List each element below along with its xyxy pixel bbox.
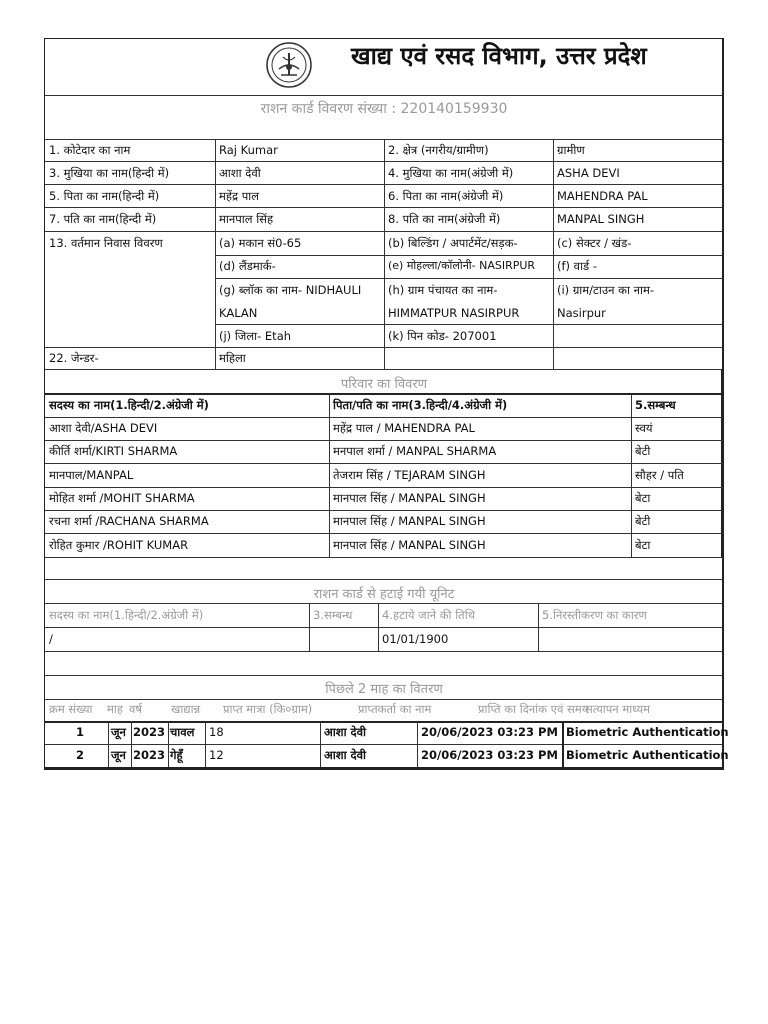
dist-recipient: आशा देवी — [324, 725, 367, 739]
husband-name-hi-label: 7. पति का नाम(हिन्दी में) — [49, 212, 157, 226]
address-ward: (f) वार्ड - — [557, 259, 598, 273]
address-block: (g) ब्लॉक का नाम- NIDHAULI — [219, 283, 362, 297]
parent-name: मनपाल शर्मा / MANPAL SHARMA — [333, 444, 497, 458]
dist-grain: चावल — [170, 725, 195, 739]
relation: बेटा — [635, 491, 651, 505]
family-col-relation: 5.सम्बन्ध — [635, 398, 676, 412]
relation: बेटी — [635, 444, 651, 458]
dist-month: जून — [111, 725, 126, 739]
dist-qty: 18 — [209, 725, 224, 739]
member-name: मोहित शर्मा /MOHIT SHARMA — [49, 491, 195, 505]
member-name: कीर्ति शर्मा/KIRTI SHARMA — [49, 444, 178, 458]
address-district: (j) जिला- Etah — [219, 329, 292, 343]
father-name-hi-value: महेंद्र पाल — [219, 189, 260, 203]
removed-col-member: सदस्य का नाम(1.हिन्दी/2.अंग्रेजी में) — [49, 608, 204, 622]
member-name: आशा देवी/ASHA DEVI — [49, 421, 158, 435]
address-panchayat: (h) ग्राम पंचायत का नाम- — [388, 283, 498, 297]
address-block-cont: KALAN — [219, 306, 258, 320]
husband-name-en-label: 8. पति का नाम(अंग्रेजी में) — [388, 212, 501, 226]
gender-value: महिला — [219, 351, 246, 365]
fps-owner-label: 1. कोटेदार का नाम — [49, 143, 131, 157]
distribution-section-title: पिछले 2 माह का वितरण — [325, 682, 443, 697]
card-number: राशन कार्ड विवरण संख्या : 220140159930 — [260, 101, 508, 117]
dist-year: 2023 — [133, 725, 166, 739]
dist-grain: गेहूँ — [170, 748, 183, 762]
father-name-en-value: MAHENDRA PAL — [557, 189, 648, 203]
up-emblem-icon — [265, 41, 313, 89]
head-name-hi-label: 3. मुखिया का नाम(हिन्दी में) — [49, 166, 170, 180]
relation: बेटी — [635, 514, 651, 528]
dist-datetime: 20/06/2023 03:23 PM — [421, 748, 558, 762]
relation: स्वयं — [635, 421, 653, 435]
removed-col-date: 4.हटाये जाने की तिथि — [382, 608, 476, 622]
member-name: रोहित कुमार /ROHIT KUMAR — [49, 538, 189, 552]
address-village-cont: Nasirpur — [557, 306, 606, 320]
removed-section-title: राशन कार्ड से हटाई गयी यूनिट — [313, 587, 455, 602]
member-name: रचना शर्मा /RACHANA SHARMA — [49, 514, 209, 528]
dist-recipient: आशा देवी — [324, 748, 367, 762]
removed-col-relation: 3.सम्बन्ध — [313, 608, 353, 622]
head-name-hi-value: आशा देवी — [219, 166, 261, 180]
dist-datetime: 20/06/2023 03:23 PM — [421, 725, 558, 739]
address-building: (b) बिल्डिंग / अपार्टमेंट/सड़क- — [388, 236, 518, 250]
dist-col-year: वर्ष — [129, 702, 143, 716]
dist-serial: 1 — [75, 725, 84, 739]
dist-col-qty: प्राप्त मात्रा (कि०ग्राम) — [223, 702, 313, 716]
family-section-title: परिवार का विवरण — [340, 377, 428, 392]
dist-col-grain: खाद्यान्न — [171, 702, 201, 716]
dist-serial: 2 — [75, 748, 84, 762]
dist-col-recipient: प्राप्तकर्ता का नाम — [358, 702, 432, 716]
husband-name-hi-value: मानपाल सिंह — [219, 212, 274, 226]
father-name-en-label: 6. पिता का नाम(अंग्रेजी में) — [388, 189, 504, 203]
dist-col-serial: क्रम संख्या — [49, 702, 93, 716]
relation: बेटा — [635, 538, 651, 552]
fps-owner-value: Raj Kumar — [219, 143, 278, 157]
relation: सौहर / पति — [635, 468, 684, 482]
dist-col-verification: सत्यापन माध्यम — [585, 702, 651, 716]
father-name-hi-label: 5. पिता का नाम(हिन्दी में) — [49, 189, 160, 203]
head-name-en-label: 4. मुखिया का नाम(अंग्रेजी में) — [388, 166, 514, 180]
ration-card-document — [44, 38, 729, 770]
address-village: (i) ग्राम/टाउन का नाम- — [557, 283, 655, 297]
area-type-value: ग्रामीण — [557, 143, 585, 157]
family-col-member: सदस्य का नाम(1.हिन्दी/2.अंग्रेजी में) — [49, 398, 209, 412]
page-title: खाद्य एवं रसद विभाग, उत्तर प्रदेश — [351, 42, 647, 70]
member-name: मानपाल/MANPAL — [49, 468, 134, 482]
address-landmark: (d) लैंडमार्क- — [219, 259, 276, 273]
dist-col-datetime: प्राप्ति का दिनांक एवं समय — [478, 702, 589, 716]
dist-verification: Biometric Authentication — [566, 748, 729, 762]
dist-qty: 12 — [209, 748, 224, 762]
address-colony: (e) मोहल्ला/कॉलोनी- NASIRPUR — [388, 259, 536, 272]
address-sector: (c) सेक्टर / खंड- — [557, 236, 632, 250]
husband-name-en-value: MANPAL SINGH — [557, 212, 645, 226]
parent-name: महेंद्र पाल / MAHENDRA PAL — [333, 421, 475, 435]
area-type-label: 2. क्षेत्र (नगरीय/ग्रामीण) — [388, 143, 489, 157]
address-house: (a) मकान सं0-65 — [219, 236, 302, 250]
dist-verification: Biometric Authentication — [566, 725, 729, 739]
parent-name: मानपाल सिंह / MANPAL SINGH — [333, 538, 486, 552]
dist-month: जून — [111, 748, 126, 762]
head-name-en-value: ASHA DEVI — [557, 166, 620, 180]
dist-year: 2023 — [133, 748, 166, 762]
address-pincode: (k) पिन कोड- 207001 — [388, 329, 497, 343]
parent-name: मानपाल सिंह / MANPAL SINGH — [333, 514, 486, 528]
family-col-parent: पिता/पति का नाम(3.हिन्दी/4.अंग्रेजी में) — [333, 398, 508, 412]
removed-date: 01/01/1900 — [382, 632, 449, 646]
dist-col-month: माह — [107, 702, 123, 716]
removed-col-reason: 5.निरस्तीकरण का कारण — [542, 608, 647, 622]
address-panchayat-cont: HIMMATPUR NASIRPUR — [388, 306, 520, 320]
removed-member: / — [49, 632, 53, 646]
parent-name: तेजराम सिंह / TEJARAM SINGH — [333, 468, 486, 482]
address-label: 13. वर्तमान निवास विवरण — [49, 236, 163, 250]
gender-label: 22. जेन्डर- — [49, 351, 99, 365]
parent-name: मानपाल सिंह / MANPAL SINGH — [333, 491, 486, 505]
